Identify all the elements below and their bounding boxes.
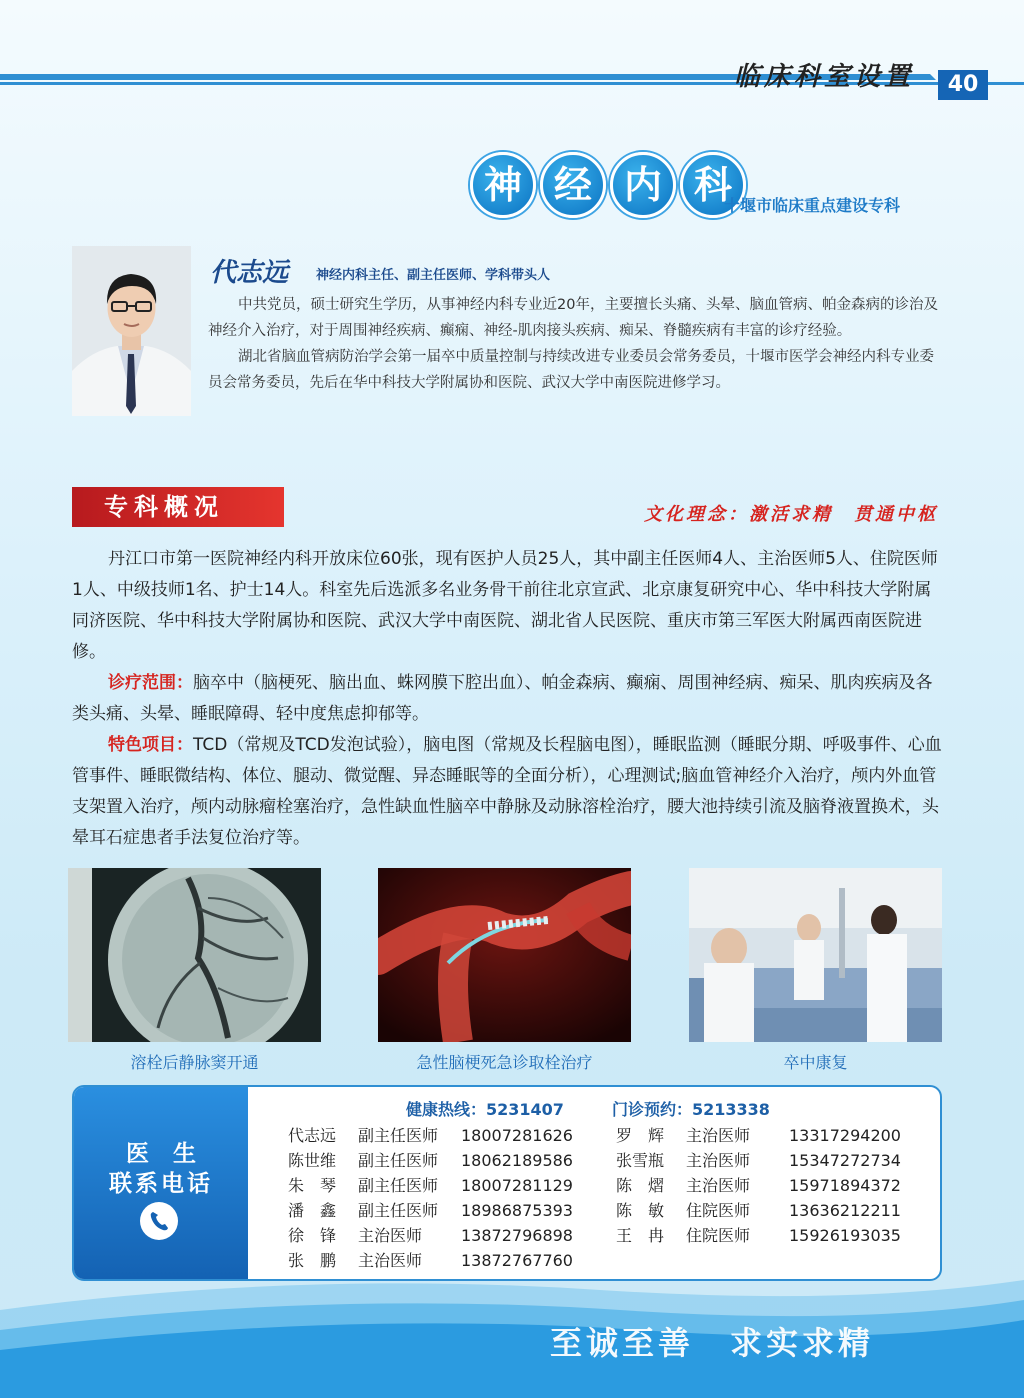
contact-phone: 13636212211 [789,1201,901,1220]
contact-name: 罗 辉 [616,1126,665,1145]
scope-paragraph [72,668,942,730]
contact-title: 主治医师 [358,1251,423,1270]
rehab-image [689,868,942,1042]
phone-icon [140,1202,178,1240]
contact-phone: 18007281626 [461,1126,573,1145]
contact-name: 代志远 [288,1126,337,1145]
contact-label-line1: 医生 [126,1141,220,1167]
contact-row [616,1223,916,1248]
overview-text [72,544,942,854]
contact-title: 主治医师 [686,1151,751,1170]
image-caption: 卒中康复 [783,1053,848,1072]
contact-phone: 15926193035 [789,1226,901,1245]
appointment-hotline: 门诊预约：5213338 [612,1100,770,1119]
doctor-title: 神经内科主任、副主任医师、学科带头人 [316,268,551,283]
contact-title: 住院医师 [686,1201,751,1220]
contact-phone: 15971894372 [789,1176,901,1195]
contact-title: 副主任医师 [358,1151,439,1170]
doctor-photo [72,246,191,416]
doctor-bio-paragraph: 中共党员，硕士研究生学历，从事神经内科专业近20年，主要擅长头痛、头晕、脑血管病、帕金森病的诊治及神经介入治疗，对于周围神经疾病、癫痫、神经-肌肉接头疾病、痴呆、脊髓疾病有丰富的诊疗经验。 [208,297,938,339]
contact-phone: 13317294200 [789,1126,901,1145]
health-hotline: 健康热线：5231407 [406,1100,564,1119]
scope-text: 脑卒中（脑梗死、脑出血、蛛网膜下腔出血）、帕金森病、癫痫、周围神经病、痴呆、肌肉疾病及各类头痛、头晕、睡眠障碍、轻中度焦虑抑郁等。 [72,673,933,724]
contact-label-panel [74,1087,248,1279]
department-subtitle: 十堰市临床重点建设专科 [724,196,901,215]
feature-label: 特色项目： [108,735,193,755]
culture-motto: 文化理念：激活求精 贯通中枢 [644,504,938,525]
contact-list-right [616,1123,916,1248]
contact-panel [72,1085,942,1281]
doctor-name: 代志远 [210,258,289,288]
page-number: 40 [938,70,988,100]
footer-slogan: 至诚至善 求实求精 [550,1324,875,1362]
section-banner-label: 专科概况 [104,493,224,521]
scope-label: 诊疗范围： [108,673,193,693]
angiography-image [68,868,321,1042]
contact-row [616,1148,916,1173]
contact-name: 潘 鑫 [288,1201,337,1220]
contact-title: 住院医师 [686,1226,751,1245]
doctor-bio [208,292,943,396]
feature-paragraph [72,730,942,854]
contact-row [616,1123,916,1148]
feature-text: TCD（常规及TCD发泡试验），脑电图（常规及长程脑电图），睡眠监测（睡眠分期、呼吸事件、心血管事件、睡眠微结构、体位、腿动、微觉醒、异态睡眠等的全面分析），心理测试;脑血管神经介入治疗，颅内外血管支架置入治疗，颅内动脉瘤栓塞治疗，急性缺血性脑卒中静脉及动脉溶栓治疗，腰大池持续引流及脑脊液置换术，头晕耳石症患者手法复位治疗等。 [72,735,942,848]
contact-name: 徐 锋 [288,1226,337,1245]
contact-title: 副主任医师 [358,1126,439,1145]
contact-phone: 13872796898 [461,1226,573,1245]
thrombectomy-image [378,868,631,1042]
contact-title: 主治医师 [686,1176,751,1195]
header-title: 临床科室设置 [733,62,914,92]
section-banner [72,487,284,527]
contact-name: 朱 琴 [288,1176,337,1195]
contact-name: 张 鹏 [288,1251,337,1270]
contact-row [288,1148,588,1173]
contact-title: 主治医师 [686,1126,751,1145]
contact-phone: 18062189586 [461,1151,573,1170]
contact-name: 陈 敏 [616,1201,665,1220]
contact-title: 副主任医师 [358,1201,439,1220]
contact-title: 副主任医师 [358,1176,439,1195]
contact-label-line2: 联系电话 [109,1171,213,1197]
contact-row [616,1198,916,1223]
contact-row [288,1173,588,1198]
department-char: 科 [680,152,746,218]
department-char: 神 [470,152,536,218]
contact-phone: 13872767760 [461,1251,573,1270]
contact-row [288,1123,588,1148]
contact-name: 王 冉 [616,1226,665,1245]
image-caption: 急性脑梗死急诊取栓治疗 [416,1053,593,1072]
department-title [470,152,746,218]
contact-title: 主治医师 [358,1226,423,1245]
contact-row [288,1198,588,1223]
contact-list-left [288,1123,588,1273]
contact-name: 陈世维 [288,1151,337,1170]
contact-phone: 18986875393 [461,1201,573,1220]
contact-row [616,1173,916,1198]
contact-name: 陈 熠 [616,1176,665,1195]
doctor-bio-paragraph: 湖北省脑血管病防治学会第一届卒中质量控制与持续改进专业委员会常务委员，十堰市医学会神经内科专业委员会常务委员，先后在华中科技大学附属协和医院、武汉大学中南医院进修学习。 [208,349,934,391]
department-char: 内 [610,152,676,218]
contact-name: 张雪瓶 [616,1151,665,1170]
department-char: 经 [540,152,606,218]
contact-phone: 18007281129 [461,1176,573,1195]
contact-phone: 15347272734 [789,1151,901,1170]
contact-row [288,1223,588,1248]
image-caption: 溶栓后静脉窦开通 [130,1053,259,1072]
overview-paragraph: 丹江口市第一医院神经内科开放床位60张，现有医护人员25人，其中副主任医师4人、主治医师5人、住院医师1人、中级技师1名、护士14人。科室先后选派多名业务骨干前往北京宣武、北京康复研究中心、华中科技大学附属同济医院、华中科技大学附属协和医院、武汉大学中南医院、湖北省人民医院、重庆市第三军医大附属西南医院进修。 [72,549,938,662]
